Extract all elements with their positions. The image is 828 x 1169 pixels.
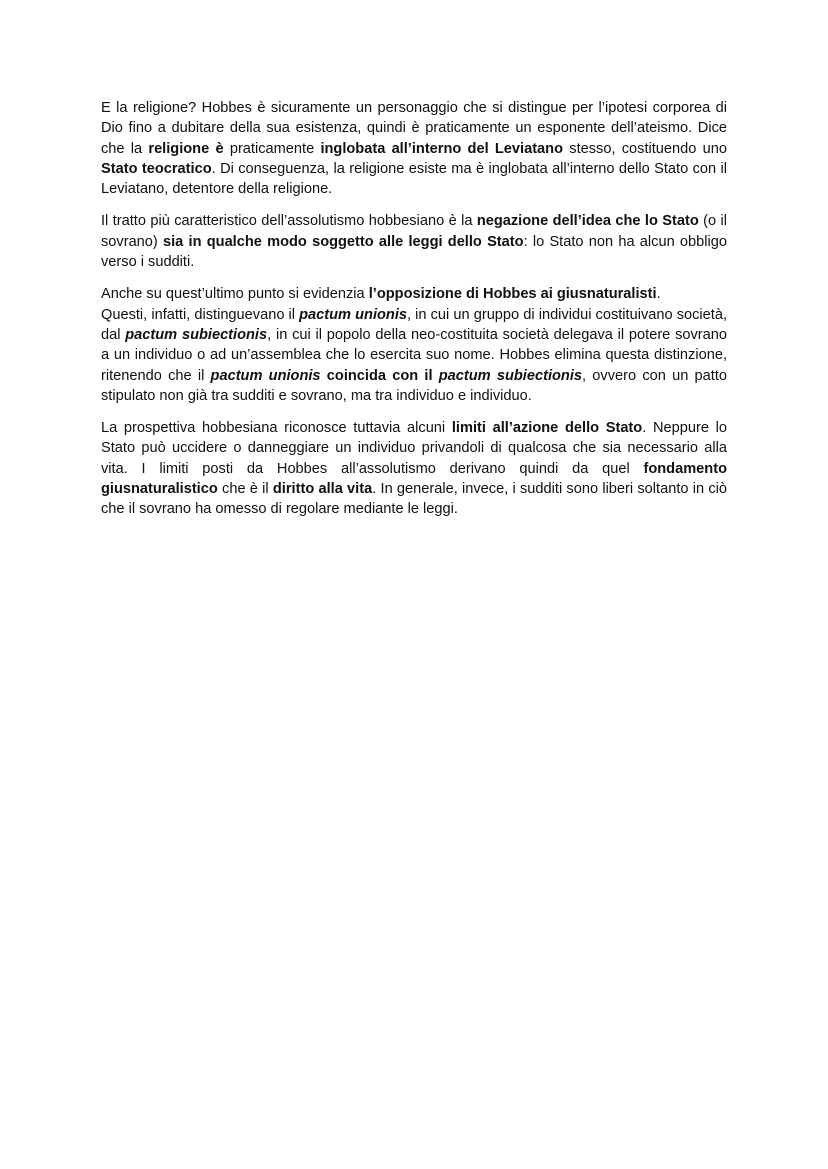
- paragraph-text: (o il sovrano): [101, 213, 727, 250]
- paragraph-text: , in cui un gruppo di individui costituivano società, dal: [101, 306, 728, 343]
- paragraph-assolutismo: [101, 211, 727, 272]
- bold-text: l’opposizione di Hobbes ai giusnaturalisti: [368, 286, 657, 303]
- paragraph-text: E la religione? Hobbes è sicuramente un personaggio che si distingue per l’ipotesi corporea di Dio fino a dubitare della sua esistenza, quindi è praticamente un esponente dell’ateismo. Dice che la: [101, 100, 727, 157]
- paragraph-text: : lo Stato non ha alcun obbligo verso i sudditi.: [101, 233, 727, 271]
- paragraph-text: Anche su quest’ultimo punto si evidenzia: [101, 286, 369, 303]
- paragraph-text: stesso, costituendo uno: [563, 140, 727, 157]
- bold-text: negazione dell’idea che lo Stato: [476, 213, 699, 230]
- paragraph-text: . Neppure lo Stato può uccidere o danneggiare un individuo privandoli di qualcosa che sia necessario alla vita. I limiti posti da Hobbes all’assolutismo derivano quindi da quel: [101, 420, 727, 477]
- paragraph-first-line: [101, 284, 727, 304]
- paragraph-text: La prospettiva hobbesiana riconosce tuttavia alcuni: [101, 420, 452, 437]
- paragraph-text: Questi, infatti, distinguevano il: [101, 306, 300, 323]
- bold-italic-text: pactum subiectionis: [438, 367, 583, 384]
- paragraph-text: . Di conseguenza, la religione esiste ma è inglobata all’interno dello Stato con il Leviatano, detentore della religione.: [101, 160, 727, 198]
- paragraph-text: che è il: [217, 481, 273, 498]
- bold-text: fondamento giusnaturalistico: [101, 460, 727, 498]
- paragraph-text: , in cui il popolo della neo-costituita società delegava il potere sovrano a un individuo o ad un’assemblea che lo esercita suo nome. Hobbes elimina questa distinzione, ritenendo che il: [101, 326, 728, 384]
- paragraph-text: .: [656, 286, 661, 303]
- paragraph-giusnaturalisti: [101, 284, 727, 406]
- paragraph-religione: [101, 98, 727, 199]
- document-page: [101, 98, 727, 532]
- bold-text: coincida con il: [320, 367, 439, 384]
- bold-italic-text: pactum unionis: [210, 367, 321, 384]
- bold-text: Stato teocratico: [101, 160, 212, 177]
- paragraph-limiti: [101, 418, 727, 519]
- bold-text: diritto alla vita: [272, 481, 373, 498]
- bold-italic-text: pactum subiectionis: [125, 326, 268, 343]
- paragraph-text: , ovvero con un patto stipulato non già tra sudditi e sovrano, ma tra individuo e individuo.: [101, 367, 727, 404]
- bold-text: inglobata all’interno del Leviatano: [320, 140, 564, 157]
- paragraph-text: Il tratto più caratteristico dell’assolutismo hobbesiano è la: [101, 213, 477, 230]
- bold-italic-text: pactum unionis: [299, 306, 408, 323]
- paragraph-text: . In generale, invece, i sudditi sono liberi soltanto in ciò che il sovrano ha omesso di regolare mediante le leggi.: [101, 481, 727, 518]
- bold-text: sia in qualche modo soggetto alle leggi dello Stato: [163, 233, 524, 250]
- paragraph-text: praticamente: [223, 140, 321, 157]
- bold-text: limiti all’azione dello Stato: [451, 420, 643, 437]
- bold-text: religione è: [148, 140, 224, 157]
